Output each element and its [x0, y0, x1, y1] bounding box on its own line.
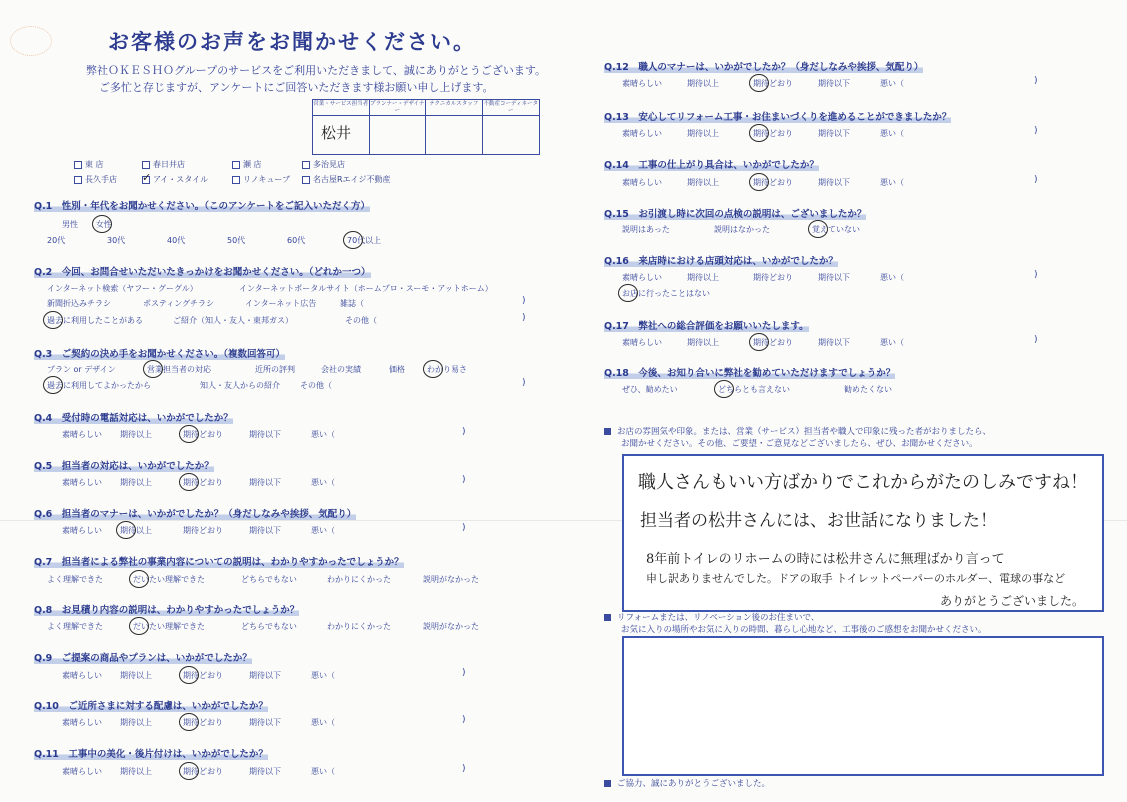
question-q13: Q.13 安心してリフォーム工事・お住まいづくりを進めることができましたか？ — [604, 109, 951, 123]
question-q10: Q.10 ご近所さまに対する配慮は、いかがでしたか？ — [34, 698, 268, 712]
shop-option[interactable]: 多治見店 — [302, 159, 412, 170]
handwritten-comment-line-4: 申し訳ありませんでした。ドアの取手 トイレットペーパーのホルダー、電球の事など — [646, 572, 1066, 585]
footer-thanks: ご協力、誠にありがとうございました。 — [604, 778, 770, 790]
bullet-square-icon — [604, 780, 611, 787]
shop-option[interactable]: 名古屋Rエイジ不動産 — [302, 174, 412, 185]
q2-row-2: 新聞折込みチラシ ポスティングチラシ インターネット広告 雑誌（ — [47, 299, 364, 308]
checkbox[interactable] — [232, 176, 240, 184]
question-q14: Q.14 工事の仕上がり具合は、いかがでしたか？ — [604, 157, 819, 171]
shop-option[interactable]: 東 店 — [74, 159, 142, 170]
staff-header-sales: 営業・サービス担当者 — [313, 100, 370, 116]
reform-comment-box[interactable] — [622, 636, 1104, 776]
comment-prompt: お店の雰囲気や印象。または、営業（サービス）担当者や職人で印象に残った者がおりましたら、 お聞かせください。その他、ご要望・ご意見などございましたら、ぜひ、お聞かせください。 — [604, 426, 991, 450]
handwritten-comment-line-1: 職人さんもいい方ばかりでこれからがたのしみですね！ — [638, 472, 1088, 493]
staff-table — [312, 99, 540, 155]
staff-header-realestate: 不動産コーディネーター — [483, 101, 539, 114]
question-q3: Q.3 ご契約の決め手をお聞かせください。（複数回答可） — [34, 346, 285, 360]
staff-header-technical: テクニカルスタッフ — [426, 100, 483, 116]
q9-options: 素晴らしい 期待以上 期待どおり 期待以下 悪い（ — [62, 671, 335, 680]
staff-cell-technical[interactable] — [426, 116, 483, 154]
question-q9: Q.9 ご提案の商品やプランは、いかがでしたか？ — [34, 650, 252, 664]
q1-age-options: 20代 30代 40代 50代 60代 70代以上 — [47, 236, 382, 245]
question-q18: Q.18 今後、お知り合いに弊社を勧めていただけますでしょうか？ — [604, 365, 895, 379]
q6-options: 素晴らしい 期待以上 期待どおり 期待以下 悪い（ — [62, 526, 335, 535]
shop-option[interactable]: 瀬 店 — [232, 159, 302, 170]
survey-form: お客様のお声をお聞かせください。 弊社ＯＫＥＳＨＯグループのサービスをご利用いただきまして、誠にありがとうございます。 ご多忙と存じますが、アンケートにご回答いただきます様お願い申し上げます。 営業・サービス担当者 プランナー・デザイナー テクニカルスタッフ 不動産コーディネーター 松井 東 店 春日井店 瀬 店 多治見店 長久手店 ✓ アイ・スタイル リノキューブ 名古屋Rエイジ不動産 Q.1 性別・年代をお聞かせください。（このアンケートをご記入いただく方） 男性 女性 20代 30代 40代 50代 60代 70代以上 Q.2 今回、お問合せいただいたきっかけをお聞かせください。（どれか一つ） インターネット検索（ヤフー・グーグル） インターネットポータルサイト（ホームプロ・スーモ・アットホーム） 新聞折込みチラシ ポスティングチラシ インターネット広告 雑誌（ ) 過去に利用したことがある ご紹介（知人・友人・東邦ガス） その他（ ) Q.3 ご契約の決め手をお聞かせください。（複数回答可） プラン or デザイン 営業担当者の対応 近所の評判 会社の実績 価格 わかり易さ 過去に利用してよかったから 知人・友人からの紹介 その他（ ) Q.4 受付時の電話対応は、いかがでしたか？ 素晴らしい 期待以上 期待どおり 期待以下 悪い（ ) Q.5 担当者の対応は、いかがでしたか？ 素晴らしい 期待以上 期待どおり 期待以下 悪い（ ) Q.6 担当者のマナーは、いかがでしたか？（身だしなみや挨拶、気配り） 素晴らしい 期待以上 期待どおり 期待以下 悪い（ ) Q.7 担当者による弊社の事業内容についての説明は、わかりやすかったでしょうか？ よく理解できた だいたい理解できた どちらでもない わかりにくかった 説明がなかった Q.8 お見積り内容の説明は、わかりやすかったでしょうか？ よく理解できた だいたい理解できた どちらでもない わかりにくかった 説明がなかった Q.9 ご提案の商品やプランは、いかがでしたか？ 素晴らしい 期待以上 期待どおり 期待以下 悪い（ ) Q.10 ご近所さまに対する配慮は、いかがでしたか？ 素晴らしい 期待以上 期待どおり 期待以下 悪い（ ) Q.11 工事中の美化・後片付けは、いかがでしたか？ 素晴らしい 期待以上 期待どおり 期待以下 悪い（ ) Q.12 職人のマナーは、いかがでしたか？（身だしなみや挨拶、気配り） 素晴らしい 期待以上 期待どおり 期待以下 悪い（ ) Q.13 安心してリフォーム工事・お住まいづくりを進めることができましたか？ 素晴らしい 期待以上 期待どおり 期待以下 悪い（ ) Q.14 工事の仕上がり具合は、いかがでしたか？ 素晴らしい 期待以上 期待どおり 期待以下 悪い（ ) Q.15 お引渡し時に次回の点検の説明は、ございましたか？ 説明はあった 説明はなかった 覚えていない Q.16 来店時における店頭対応は、いかがでしたか？ 素晴らしい 期待以上 期待どおり 期待以下 悪い（ ) お店に行ったことはない Q.17 弊社への総合評価をお願いいたします。 素晴らしい 期待以上 期待どおり 期待以下 悪い（ ) Q.18 今後、お知り合いに弊社を勧めていただけますでしょうか？ ぜひ、勧めたい どちらとも言えない 勧めたくない お店の雰囲気や印象。または、営業（サービス）担当者や職人で印象に残った者がおりましたら、 お聞かせください。その他、ご要望・ご意見などございましたら、ぜひ、お聞かせください。 職人さんもいい方ばかりでこれからがたのしみですね！ 担当者の松井さんには、お世話になりました！ 8年前トイレのリホームの時には松井さんに無理ばかり言って 申し訳ありませんでした。ドアの取手 トイレットペーパーのホルダー、電球の事など ありがとうございました。 リフォームまたは、リノベーション後のお住まいで、 お気に入りの場所やお気に入りの時間、暮らし心地など、工事後のご感想をお聞かせください。 ご協力、誠にありがとうございました。 — [0, 0, 1127, 802]
staff-cell-realestate[interactable] — [483, 116, 540, 154]
shop-option[interactable]: 長久手店 — [74, 174, 142, 185]
q3-row-1: プラン or デザイン 営業担当者の対応 近所の評判 会社の実績 価格 わかり易さ — [47, 365, 467, 374]
staff-header-planner: プランナー・デザイナー — [369, 101, 425, 114]
q7-options: よく理解できた だいたい理解できた どちらでもない わかりにくかった 説明がなかった — [47, 575, 479, 584]
handwritten-comment-line-2: 担当者の松井さんには、お世話になりました！ — [640, 511, 997, 531]
question-q12: Q.12 職人のマナーは、いかがでしたか？（身だしなみや挨拶、気配り） — [604, 59, 923, 73]
intro-line-1: 弊社ＯＫＥＳＨＯグループのサービスをご利用いただきまして、誠にありがとうございます。 — [86, 64, 547, 77]
intro-line-2: ご多忙と存じますが、アンケートにご回答いただきます様お願い申し上げます。 — [99, 81, 494, 94]
q5-options: 素晴らしい 期待以上 期待どおり 期待以下 悪い（ — [62, 478, 335, 487]
checkbox[interactable] — [302, 176, 310, 184]
checkbox-checked[interactable] — [142, 176, 150, 184]
question-q11: Q.11 工事中の美化・後片付けは、いかがでしたか？ — [34, 746, 268, 760]
staff-cell-sales[interactable] — [313, 116, 370, 154]
q3-row-2: 過去に利用してよかったから 知人・友人からの紹介 その他（ — [47, 381, 332, 390]
q13-options: 素晴らしい 期待以上 期待どおり 期待以下 悪い（ — [622, 129, 904, 138]
question-q4: Q.4 受付時の電話対応は、いかがでしたか？ — [34, 410, 233, 424]
q18-options: ぜひ、勧めたい どちらとも言えない 勧めたくない — [622, 385, 892, 394]
comment-box[interactable] — [622, 454, 1104, 612]
q10-options: 素晴らしい 期待以上 期待どおり 期待以下 悪い（ — [62, 718, 335, 727]
page-title: お客様のお声をお聞かせください。 — [108, 30, 476, 54]
question-q1: Q.1 性別・年代をお聞かせください。（このアンケートをご記入いただく方） — [34, 198, 370, 212]
handwritten-comment-line-3: 8年前トイレのリホームの時には松井さんに無理ばかり言って — [646, 552, 1005, 567]
q16-never-visited: お店に行ったことはない — [622, 289, 710, 298]
q2-row-3: 過去に利用したことがある ご紹介（知人・友人・東邦ガス） その他（ — [47, 316, 377, 325]
question-q7: Q.7 担当者による弊社の事業内容についての説明は、わかりやすかったでしょうか？ — [34, 554, 404, 568]
question-q6: Q.6 担当者のマナーは、いかがでしたか？（身だしなみや挨拶、気配り） — [34, 506, 356, 520]
q11-options: 素晴らしい 期待以上 期待どおり 期待以下 悪い（ — [62, 767, 335, 776]
option-male[interactable]: 男性 — [62, 220, 78, 229]
bullet-square-icon — [604, 614, 611, 621]
question-q5: Q.5 担当者の対応は、いかがでしたか？ — [34, 458, 214, 472]
option-70s-circled[interactable]: 70代以上 — [347, 236, 382, 245]
q17-options: 素晴らしい 期待以上 期待どおり 期待以下 悪い（ — [622, 338, 904, 347]
question-q8: Q.8 お見積り内容の説明は、わかりやすかったでしょうか？ — [34, 602, 299, 616]
q16-options: 素晴らしい 期待以上 期待どおり 期待以下 悪い（ — [622, 273, 904, 282]
shop-option[interactable]: リノキューブ — [232, 174, 302, 185]
q8-options: よく理解できた だいたい理解できた どちらでもない わかりにくかった 説明がなかった — [47, 622, 479, 631]
stamp-mark-icon — [10, 26, 52, 56]
question-q16: Q.16 来店時における店頭対応は、いかがでしたか？ — [604, 253, 838, 267]
q14-options: 素晴らしい 期待以上 期待どおり 期待以下 悪い（ — [622, 178, 904, 187]
checkbox[interactable] — [74, 161, 82, 169]
checkbox[interactable] — [74, 176, 82, 184]
checkbox[interactable] — [232, 161, 240, 169]
handwritten-staff-name: 松井 — [321, 124, 352, 142]
option-female-circled[interactable]: 女性 — [95, 220, 112, 229]
staff-cell-planner[interactable] — [370, 116, 427, 154]
bullet-square-icon — [604, 428, 611, 435]
question-q15: Q.15 お引渡し時に次回の点検の説明は、ございましたか？ — [604, 206, 866, 220]
shop-checklist — [74, 159, 412, 185]
shop-option[interactable]: 春日井店 — [142, 159, 232, 170]
q1-gender-options — [62, 219, 112, 230]
q2-row-1: インターネット検索（ヤフー・グーグル） インターネットポータルサイト（ホームプロ・スーモ・アットホーム） — [47, 284, 493, 293]
q15-options: 説明はあった 説明はなかった 覚えていない — [622, 225, 860, 234]
checkbox[interactable] — [142, 161, 150, 169]
handwritten-comment-line-5: ありがとうございました。 — [940, 594, 1085, 608]
q4-options: 素晴らしい 期待以上 期待どおり 期待以下 悪い（ — [62, 430, 335, 439]
checkbox[interactable] — [302, 161, 310, 169]
reform-prompt: リフォームまたは、リノベーション後のお住まいで、 お気に入りの場所やお気に入りの時間、暮らし心地など、工事後のご感想をお聞かせください。 — [604, 612, 987, 636]
shop-option[interactable]: ✓ アイ・スタイル — [142, 174, 232, 185]
question-q17: Q.17 弊社への総合評価をお願いいたします。 — [604, 318, 809, 332]
question-q2: Q.2 今回、お問合せいただいたきっかけをお聞かせください。（どれか一つ） — [34, 264, 371, 278]
q12-options: 素晴らしい 期待以上 期待どおり 期待以下 悪い（ — [622, 79, 904, 88]
